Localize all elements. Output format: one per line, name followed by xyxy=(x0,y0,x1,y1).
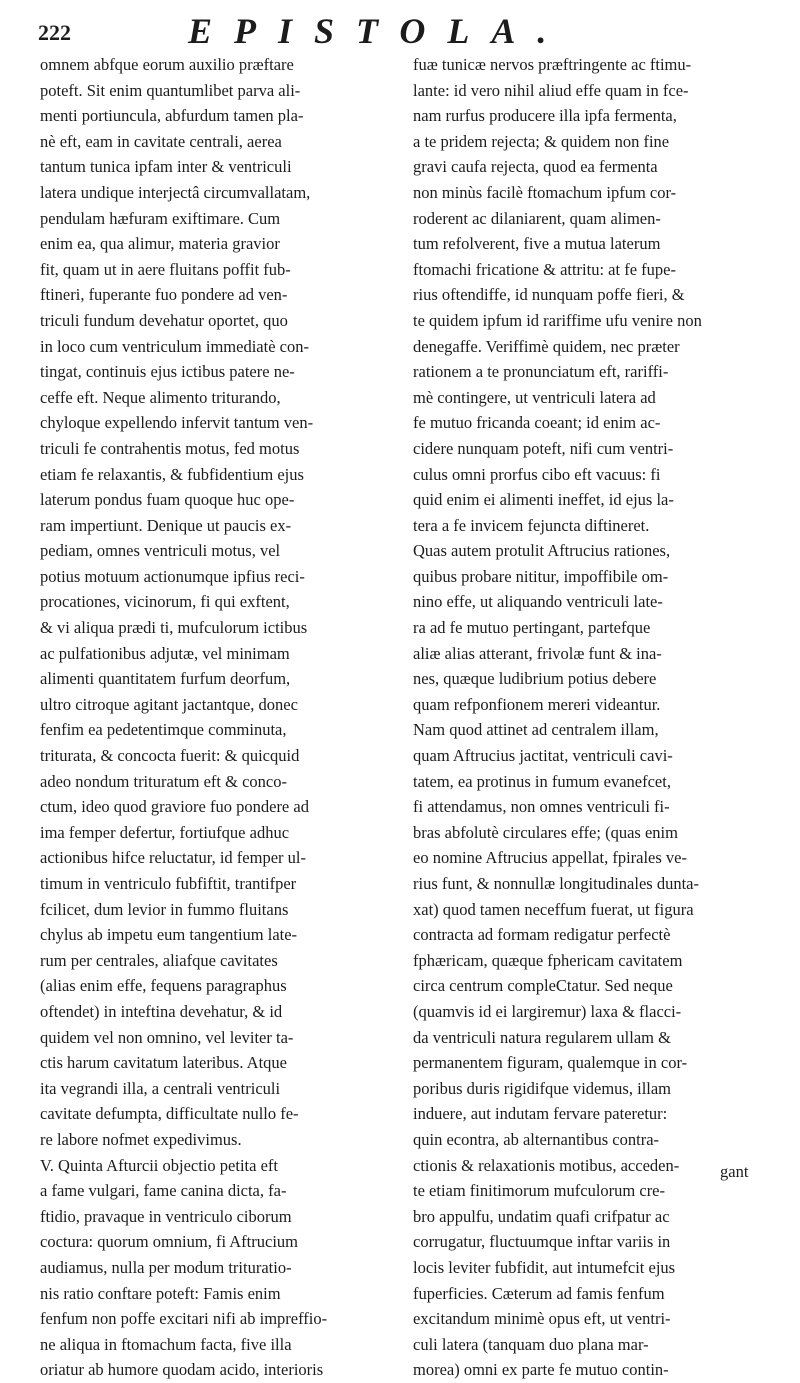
text-line: enim ea, qua alimur, materia gravior xyxy=(40,234,280,254)
text-line: menti portiuncula, abfurdum tamen pla- xyxy=(40,106,304,126)
text-line: bras abfolutè circulares effe; (quas enim xyxy=(413,822,678,842)
text-line: triculi fundum devehatur oportet, quo xyxy=(40,310,288,330)
text-line: quam Aftrucius jactitat, ventriculi cavi- xyxy=(413,746,673,766)
text-line: omnem abfque eorum auxilio præftare xyxy=(40,55,294,74)
text-line: morea) omni ex parte fe mutuo contin- xyxy=(413,1360,669,1380)
text-line: nam rurfus producere illa ipfa fermenta, xyxy=(413,106,677,126)
text-line: fphæricam, quæque fphericam cavitatem xyxy=(413,950,683,970)
text-line: poteft. Sit enim quantumlibet parva ali- xyxy=(40,80,301,100)
text-line: latera undique interjectâ circumvallatam, xyxy=(40,182,311,202)
text-line: fi attendamus, non omnes ventriculi fi- xyxy=(413,797,670,817)
text-line: nè eft, eam in cavitate centrali, aerea xyxy=(40,131,282,151)
text-line: tantum tunica ipfam inter & ventriculi xyxy=(40,157,292,177)
text-line: nis ratio conftare poteft: Famis enim xyxy=(40,1283,281,1303)
text-line: culus omni prorfus cibo eft vacuus: fi xyxy=(413,464,661,484)
text-line: roderent ac dilaniarent, quam alimen- xyxy=(413,208,661,228)
text-line: (quamvis id ei largiremur) laxa & flacci- xyxy=(413,1001,682,1021)
page-number: 222 xyxy=(38,20,71,45)
catchword: gant xyxy=(720,1162,749,1181)
text-line: fenfum non poffe excitari nifi ab impreffio- xyxy=(40,1309,328,1329)
text-line: nes, quæque ludibrium potius debere xyxy=(413,669,657,689)
text-line: gravi caufa rejecta, quod ea fermenta xyxy=(413,157,658,177)
text-line: fuæ tunicæ nervos præftringente ac ftimu- xyxy=(413,55,692,74)
text-line: pendulam hæfuram exiftimare. Cum xyxy=(40,208,281,228)
text-line: excitandum minimè opus eft, ut ventri- xyxy=(413,1309,671,1329)
text-line: re labore nofmet expedivimus. xyxy=(40,1129,242,1149)
text-line: poribus duris rigidifque videmus, illam xyxy=(413,1078,672,1098)
text-line: fe mutuo fricanda coeant; id enim ac- xyxy=(413,413,661,433)
text-line: oftendet) in inteftina devehatur, & id xyxy=(40,1001,283,1021)
text-line: adeo nondum trituratum eft & conco- xyxy=(40,771,287,791)
text-line: & vi aliqua prædi ti, mufculorum ictibus xyxy=(40,618,308,638)
text-line: rius funt, & nonnullæ longitudinales dunta- xyxy=(413,874,699,893)
text-line: tera a fe invicem fejuncta diftineret. xyxy=(413,515,650,535)
text-line: timum in ventriculo fubfiftit, trantifper xyxy=(40,874,297,893)
text-line: procationes, vicinorum, fi qui exftent, xyxy=(40,592,290,612)
text-line: non minùs facilè ftomachum ipfum cor- xyxy=(413,182,677,202)
text-line: ftomachi fricatione & attritu: at fe fupe- xyxy=(413,259,676,279)
text-line: da ventriculi natura regularem ullam & xyxy=(413,1027,671,1047)
text-line: ceffe eft. Neque alimento triturando, xyxy=(40,387,281,407)
text-line: eo nomine Aftrucius appellat, fpirales ve- xyxy=(413,848,687,868)
text-line: te etiam finitimorum mufculorum cre- xyxy=(413,1181,666,1201)
text-line: tatem, ea protinus in fumum evanefcet, xyxy=(413,771,671,791)
text-line: induere, aut indutam fervare pateretur: xyxy=(413,1104,668,1124)
text-line: ftineri, fuperante fuo pondere ad ven- xyxy=(40,285,288,305)
text-line: audiamus, nulla per modum trituratio- xyxy=(40,1257,292,1277)
text-line: corrugatur, fluctuumque inftar variis in xyxy=(413,1232,671,1252)
text-line: ima femper defertur, fortiufque adhuc xyxy=(40,822,290,842)
text-line: fenfim ea pedetentimque comminuta, xyxy=(40,720,287,740)
text-line: fuperficies. Cæterum ad famis fenfum xyxy=(413,1283,665,1303)
text-line: quidem vel non omnino, vel leviter ta- xyxy=(40,1027,294,1047)
text-line: quin econtra, ab alternantibus contra- xyxy=(413,1129,660,1149)
text-line: chyloque expellendo infervit tantum ven- xyxy=(40,413,314,433)
text-line: ram impertiunt. Denique ut paucis ex- xyxy=(40,515,292,535)
text-line: nino effe, ut aliquando ventriculi late- xyxy=(413,592,663,612)
text-line: chylus ab impetu eum tangentium late- xyxy=(40,925,298,945)
text-line: ctionis & relaxationis motibus, acceden- xyxy=(413,1155,680,1175)
text-line: coctura: quorum omnium, fi Aftrucium xyxy=(40,1232,298,1252)
text-line: locis leviter fubfidit, aut intumefcit ejus xyxy=(413,1257,676,1277)
text-line: contracta ad formam redigatur perfectè xyxy=(413,925,671,945)
text-line: quibus probare nititur, impoffibile om- xyxy=(413,566,669,586)
text-line: fit, quam ut in aere fluitans poffit fub- xyxy=(40,259,291,279)
text-line: ne aliqua in ftomachum facta, five illa xyxy=(40,1334,292,1354)
text-line: quam refponfionem mereri videantur. xyxy=(413,694,661,714)
text-line: rum per centrales, aliafque cavitates xyxy=(40,950,278,970)
text-line: tum refolverent, five a mutua laterum xyxy=(413,234,661,254)
text-line: pediam, omnes ventriculi motus, vel xyxy=(40,541,281,561)
text-line: circa centrum compleCtatur. Sed neque xyxy=(413,976,673,996)
text-line: permanentem figuram, qualemque in cor- xyxy=(413,1053,688,1073)
text-line: actionibus hifce reluctatur, id femper ul- xyxy=(40,848,306,868)
text-line: potius motuum actionumque ipfius reci- xyxy=(40,566,305,586)
text-line: aliæ alias atterant, frivolæ funt & ina- xyxy=(413,643,662,663)
text-line: ra ad fe mutuo pertingant, partefque xyxy=(413,618,651,638)
text-line: Quas autem protulit Aftrucius rationes, xyxy=(413,541,671,561)
text-line: denegaffe. Veriffimè quidem, nec præter xyxy=(413,336,680,356)
text-line: laterum pondus fuam quoque huc ope- xyxy=(40,490,295,510)
text-line: (alias enim effe, fequens paragraphus xyxy=(40,976,287,996)
text-line: cidere nunquam poteft, nifi cum ventri- xyxy=(413,438,674,458)
text-line: fcilicet, dum levior in fummo fluitans xyxy=(40,899,289,919)
text-line: ac pulfationibus adjutæ, vel minimam xyxy=(40,643,290,663)
text-line: a te pridem rejecta; & quidem non fine xyxy=(413,131,670,151)
text-line: alimenti quantitatem furfum deorfum, xyxy=(40,669,291,689)
running-title: EPISTOLA. xyxy=(188,11,569,51)
text-line: ctis harum cavitatum lateribus. Atque xyxy=(40,1053,287,1073)
text-line: bro appulfu, undatim quafi crifpatur ac xyxy=(413,1206,670,1226)
text-line: ita vegrandi illa, a centrali ventriculi xyxy=(40,1078,281,1098)
text-line: ctum, ideo quod graviore fuo pondere ad xyxy=(40,797,309,817)
text-line: ftidio, pravaque in ventriculo ciborum xyxy=(40,1206,292,1226)
left-text-column xyxy=(40,52,380,1383)
text-line: quid enim ei alimenti ineffet, id ejus la- xyxy=(413,490,674,510)
text-line: te quidem ipfum id rariffime ufu venire non xyxy=(413,310,702,330)
text-line: rius oftendiffe, id nunquam poffe fieri, & xyxy=(413,285,685,305)
text-line: culi latera (tanquam duo plana mar- xyxy=(413,1334,649,1354)
text-line: in loco cum ventriculum immediatè con- xyxy=(40,336,309,356)
text-line: triculi fe contrahentis motus, fed motus xyxy=(40,438,300,458)
text-line: triturata, & concocta fuerit: & quicquid xyxy=(40,746,300,766)
text-line: mè contingere, ut ventriculi latera ad xyxy=(413,387,656,407)
text-line: ultro citroque agitant jactantque, donec xyxy=(40,694,298,714)
right-text-column xyxy=(413,52,753,1383)
page-header xyxy=(38,6,768,54)
text-line: xat) quod tamen neceffum fuerat, ut figura xyxy=(413,899,694,919)
text-line: etiam fe relaxantis, & fubfidentium ejus xyxy=(40,464,304,484)
text-line: a fame vulgari, fame canina dicta, fa- xyxy=(40,1181,287,1201)
text-line: lante: id vero nihil aliud effe quam in fce- xyxy=(413,80,689,100)
text-line: V. Quinta Afturcii objectio petita eft xyxy=(40,1155,278,1175)
text-line: tingat, continuis ejus ictibus patere ne- xyxy=(40,362,295,382)
text-line: oriatur ab humore quodam acido, interioris xyxy=(40,1360,324,1380)
text-line: rationem a te pronunciatum eft, rariffi- xyxy=(413,362,669,382)
text-line: cavitate defumpta, difficultate nullo fe- xyxy=(40,1104,299,1124)
text-line: Nam quod attinet ad centralem illam, xyxy=(413,720,659,740)
